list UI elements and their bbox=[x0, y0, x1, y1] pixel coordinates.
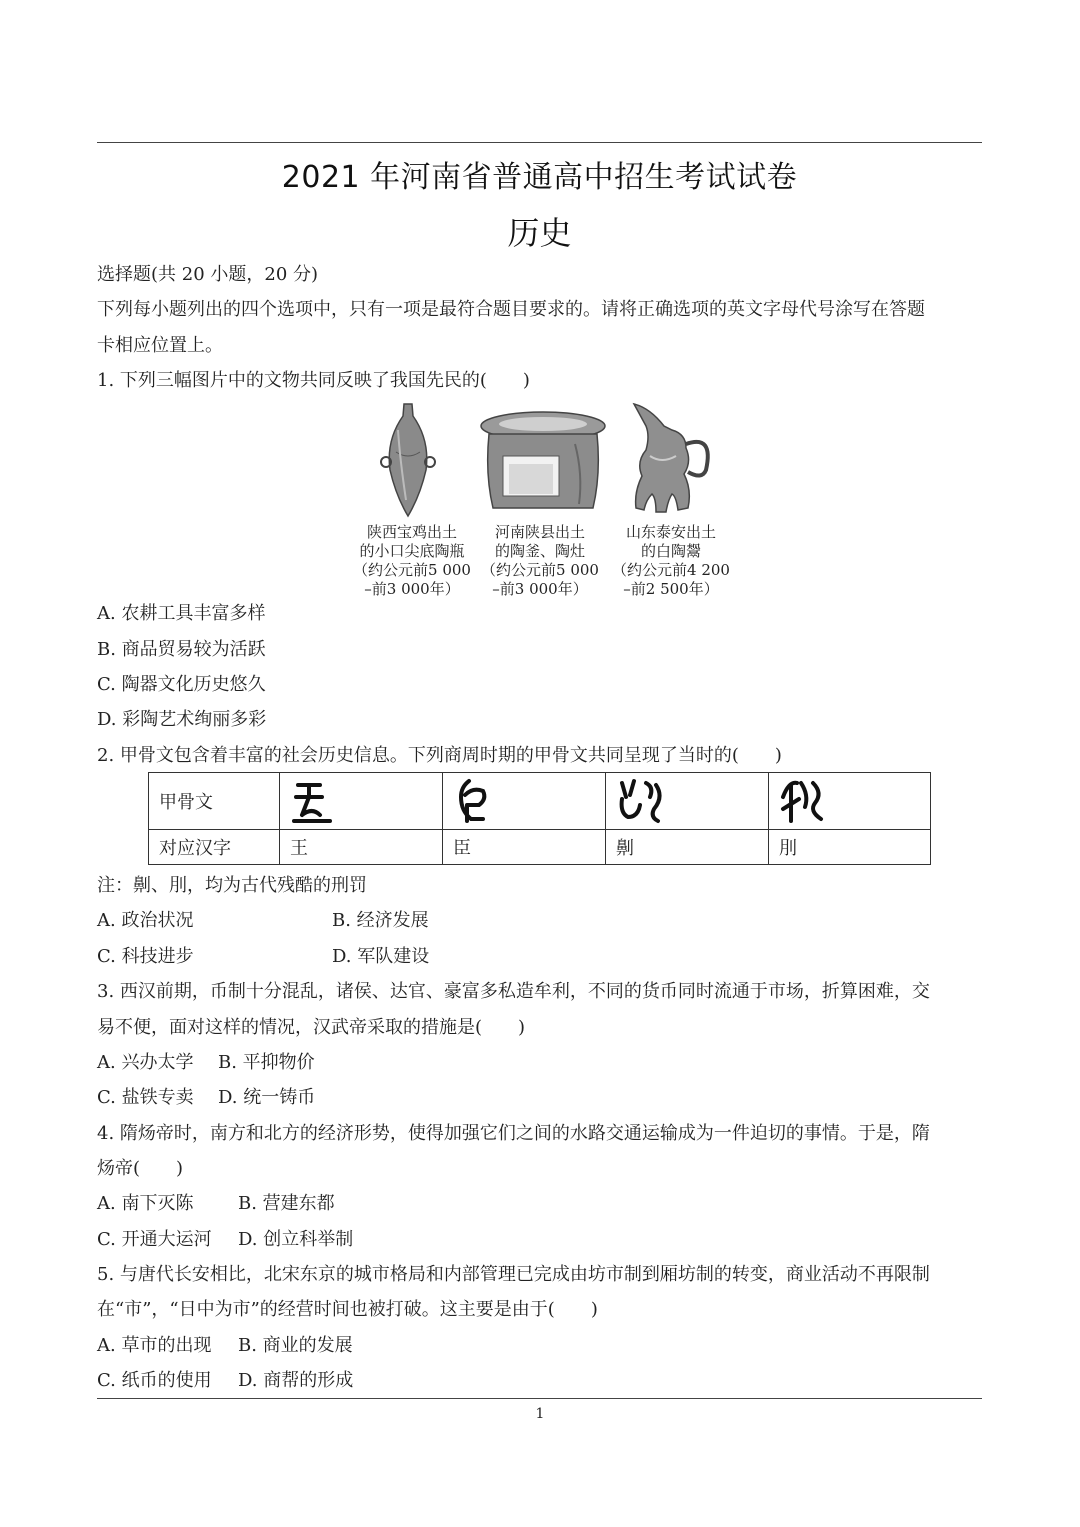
oracle-bone-table bbox=[148, 772, 931, 865]
q4-option-a: A. 南下灭陈 bbox=[97, 1193, 194, 1214]
pointed-bottom-pottery-bottle-image bbox=[378, 400, 438, 518]
oracle-glyph-cell bbox=[606, 773, 769, 830]
q3-stem-line-1: 3. 西汉前期，币制十分混乱，诸侯、达官、豪富多私造牟利，不同的货币同时流通于市场，折算困难，交 bbox=[97, 981, 930, 1002]
oracle-glyph-wang-icon bbox=[290, 777, 334, 825]
q2-stem: 2. 甲骨文包含着丰富的社会历史信息。下列商周时期的甲骨文共同呈现了当时的( ) bbox=[97, 745, 782, 766]
q1-option-d: D. 彩陶艺术绚丽多彩 bbox=[97, 709, 267, 730]
q2-option-c: C. 科技进步 bbox=[97, 946, 194, 967]
char-cell: 刖 bbox=[769, 830, 931, 865]
q1-option-a: A. 农耕工具丰富多样 bbox=[97, 603, 266, 624]
figure-caption-2: 河南陕县出土 的陶釜、陶灶 （约公元前5 000 –前3 000年） bbox=[481, 523, 599, 598]
oracle-glyph-yue-icon bbox=[779, 777, 831, 825]
pottery-pot-and-stove-image bbox=[475, 404, 611, 516]
q2-option-b: B. 经济发展 bbox=[332, 910, 429, 931]
q3-option-c: C. 盐铁专卖 bbox=[97, 1087, 194, 1108]
oracle-row-label: 甲骨文 bbox=[149, 773, 280, 830]
q5-option-a: A. 草市的出现 bbox=[97, 1335, 212, 1356]
q1-option-b: B. 商品贸易较为活跃 bbox=[97, 639, 266, 660]
oracle-glyph-chen-icon bbox=[453, 777, 497, 825]
q4-option-b: B. 营建东都 bbox=[238, 1193, 335, 1214]
char-cell: 王 bbox=[280, 830, 443, 865]
section-heading: 选择题(共 20 小题，20 分) bbox=[97, 264, 319, 285]
oracle-glyph-yi-icon bbox=[616, 777, 668, 825]
figure-caption-1: 陕西宝鸡出土 的小口尖底陶瓶 （约公元前5 000 –前3 000年） bbox=[353, 523, 471, 598]
figure-caption-3: 山东泰安出土 的白陶鬶 （约公元前4 200 –前2 500年） bbox=[612, 523, 730, 598]
q1-stem: 1. 下列三幅图片中的文物共同反映了我国先民的( ) bbox=[97, 370, 530, 391]
q5-option-b: B. 商业的发展 bbox=[238, 1335, 353, 1356]
white-pottery-gui-vessel-image bbox=[630, 400, 716, 518]
oracle-glyph-cell bbox=[280, 773, 443, 830]
char-cell: 劓 bbox=[606, 830, 769, 865]
exam-title: 2021 年河南省普通高中招生考试试卷 bbox=[281, 160, 798, 195]
q5-stem-line-1: 5. 与唐代长安相比，北宋东京的城市格局和内部管理已完成由坊市制到厢坊制的转变，商业活动不再限制 bbox=[97, 1264, 930, 1285]
q1-option-c: C. 陶器文化历史悠久 bbox=[97, 674, 266, 695]
q3-option-d: D. 统一铸币 bbox=[218, 1087, 316, 1108]
q3-stem-line-2: 易不便，面对这样的情况，汉武帝采取的措施是( ) bbox=[97, 1017, 526, 1038]
q4-stem-line-1: 4. 隋炀帝时，南方和北方的经济形势，使得加强它们之间的水路交通运输成为一件迫切的事情。于是，隋 bbox=[97, 1123, 930, 1144]
top-rule bbox=[97, 142, 982, 143]
oracle-glyph-cell bbox=[769, 773, 931, 830]
page-number: 1 bbox=[535, 1406, 545, 1422]
q4-stem-line-2: 炀帝( ) bbox=[97, 1158, 184, 1179]
instruction-line-2: 卡相应位置上。 bbox=[97, 335, 223, 356]
instruction-line-1: 下列每小题列出的四个选项中，只有一项是最符合题目要求的。请将正确选项的英文字母代号涂写在答题 bbox=[97, 299, 925, 320]
q5-option-d: D. 商帮的形成 bbox=[238, 1370, 354, 1391]
q2-option-d: D. 军队建设 bbox=[332, 946, 430, 967]
q2-note: 注：劓、刖，均为古代残酷的刑罚 bbox=[97, 875, 367, 896]
q5-stem-line-2: 在“市”，“日中为市”的经营时间也被打破。这主要是由于( ) bbox=[97, 1299, 598, 1320]
q2-option-a: A. 政治状况 bbox=[97, 910, 194, 931]
subject-title: 历史 bbox=[507, 214, 572, 252]
q3-option-b: B. 平抑物价 bbox=[218, 1052, 315, 1073]
char-row-label: 对应汉字 bbox=[149, 830, 280, 865]
bottom-rule bbox=[97, 1398, 982, 1399]
q4-option-c: C. 开通大运河 bbox=[97, 1229, 212, 1250]
char-cell: 臣 bbox=[443, 830, 606, 865]
q4-option-d: D. 创立科举制 bbox=[238, 1229, 354, 1250]
q3-option-a: A. 兴办太学 bbox=[97, 1052, 194, 1073]
q5-option-c: C. 纸币的使用 bbox=[97, 1370, 212, 1391]
oracle-glyph-cell bbox=[443, 773, 606, 830]
